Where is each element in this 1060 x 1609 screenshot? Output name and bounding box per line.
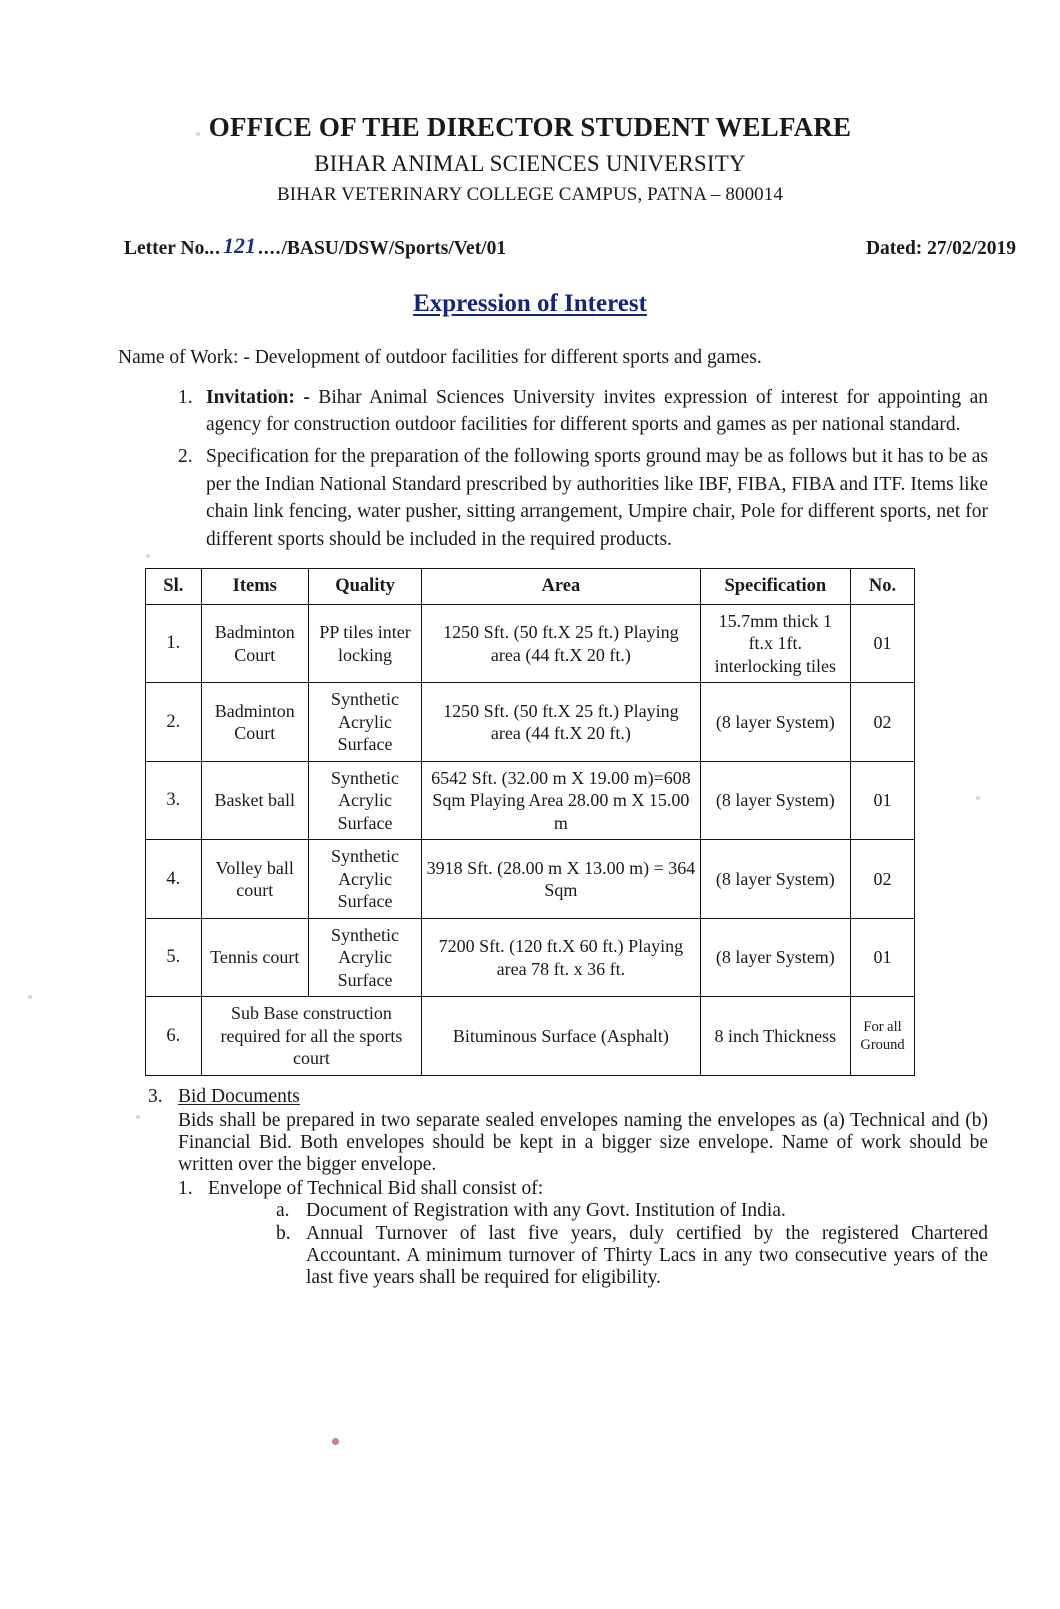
cell-area: Bituminous Surface (Asphalt)	[422, 997, 700, 1076]
cell-no: 02	[851, 840, 915, 919]
bid-sub-number: 1.	[178, 1177, 193, 1199]
letter-date: Dated: 27/02/2019	[865, 238, 1016, 259]
clause-lead: Invitation: -	[206, 386, 310, 408]
bid-section-title: Bid Documents	[178, 1085, 300, 1107]
table-row	[146, 918, 915, 997]
cell-no: 01	[851, 918, 915, 997]
bid-detail-item	[208, 1200, 988, 1222]
bid-detail-number: b.	[276, 1222, 291, 1244]
bid-detail-number: a.	[276, 1199, 290, 1221]
cell-items: Badminton Court	[201, 683, 308, 762]
cell-items-merged: Sub Base construction required for all the sports court	[201, 997, 422, 1076]
table-header-row	[146, 568, 915, 604]
cell-items: Tennis court	[201, 918, 308, 997]
university-name: BIHAR ANIMAL SCIENCES UNIVERSITY	[314, 151, 746, 176]
column-header-no: No.	[851, 568, 915, 604]
table-row	[146, 761, 915, 840]
letter-no-handwritten: 121	[222, 233, 256, 258]
clause-text: Bihar Animal Sciences University invites expression of interest for appointing an agency for construction outdoor facilities for different sports and games as per national standard.	[206, 386, 988, 436]
cell-sl: 1.	[146, 604, 202, 683]
cell-specification: (8 layer System)	[700, 840, 851, 919]
letter-reference-code: /BASU/DSW/Sports/Vet/01	[281, 238, 507, 259]
bid-sub-text: Envelope of Technical Bid shall consist of:	[208, 1177, 544, 1199]
cell-specification: 8 inch Thickness	[700, 997, 851, 1076]
campus-address: BIHAR VETERINARY COLLEGE CAMPUS, PATNA – 800014	[277, 184, 783, 205]
name-of-work: Name of Work: - Development of outdoor facilities for different sports and games.	[118, 347, 762, 368]
cell-sl: 5.	[146, 918, 202, 997]
bid-detail-text: Annual Turnover of last five years, duly certified by the registered Chartered Accountant. A minimum turnover of Thirty Lacs in any two consecutive years of the last five years shall be required for eligibility.	[306, 1222, 988, 1288]
bid-sub-item	[178, 1178, 988, 1289]
cell-area: 7200 Sft. (120 ft.X 60 ft.) Playing area 78 ft. x 36 ft.	[422, 918, 700, 997]
cell-quality: Synthetic Acrylic Surface	[308, 840, 421, 919]
clause-number: 1.	[178, 386, 193, 408]
office-title: OFFICE OF THE DIRECTOR STUDENT WELFARE	[208, 112, 852, 142]
cell-no: 02	[851, 683, 915, 762]
cell-area: 1250 Sft. (50 ft.X 25 ft.) Playing area (44 ft.X 20 ft.)	[422, 683, 700, 762]
letter-no-dots-after: ....	[257, 238, 282, 259]
cell-sl: 2.	[146, 683, 202, 762]
document-page	[0, 112, 1060, 1609]
cell-area: 6542 Sft. (32.00 m X 19.00 m)=608 Sqm Playing Area 28.00 m X 15.00 m	[422, 761, 700, 840]
table-row	[146, 997, 915, 1076]
column-header-items: Items	[201, 568, 308, 604]
cell-no: 01	[851, 761, 915, 840]
cell-no: For all Ground	[851, 997, 915, 1076]
document-title-wrap	[0, 290, 1060, 318]
letter-reference-row	[0, 234, 1060, 260]
clause-number: 2.	[178, 446, 193, 468]
cell-quality: PP tiles inter locking	[308, 604, 421, 683]
cell-specification: 15.7mm thick 1 ft.x 1ft. interlocking tiles	[700, 604, 851, 683]
column-header-quality: Quality	[308, 568, 421, 604]
page-title: Expression of Interest	[413, 290, 647, 317]
cell-quality: Synthetic Acrylic Surface	[308, 683, 421, 762]
clause-text: Specification for the preparation of the following sports ground may be as follows but it has to be as per the Indian National Standard prescribed by authorities like IBF, FIBA, FIBA and ITF. Items like chain link fencing, water pusher, sitting arrangement, Umpire chair, Pole for different sports, net for different sports should be included in the required products.	[206, 446, 988, 551]
bid-documents-section	[0, 1086, 1060, 1289]
cell-sl: 3.	[146, 761, 202, 840]
cell-items: Basket ball	[201, 761, 308, 840]
cell-no: 01	[851, 604, 915, 683]
scan-speck	[196, 132, 200, 136]
bid-detail-text: Document of Registration with any Govt. Institution of India.	[306, 1199, 786, 1221]
table-row	[146, 683, 915, 762]
cell-specification: (8 layer System)	[700, 683, 851, 762]
cell-area: 1250 Sft. (50 ft.X 25 ft.) Playing area (44 ft.X 20 ft.)	[422, 604, 700, 683]
bid-section-number: 3.	[148, 1085, 163, 1107]
cell-specification: (8 layer System)	[700, 918, 851, 997]
cell-sl: 4.	[146, 840, 202, 919]
column-header-sl: Sl.	[146, 568, 202, 604]
letter-no-dots-before: ..	[209, 238, 221, 259]
cell-area: 3918 Sft. (28.00 m X 13.00 m) = 364 Sqm	[422, 840, 700, 919]
table-row	[146, 604, 915, 683]
bid-sub-list	[178, 1178, 988, 1289]
column-header-area: Area	[422, 568, 700, 604]
bid-section-paragraph: Bids shall be prepared in two separate sealed envelopes naming the envelopes as (a) Technical and (b) Financial Bid. Both envelopes should be kept in a bigger size envelope. Name of work should be written over the bigger envelope.	[178, 1109, 988, 1175]
cell-quality: Synthetic Acrylic Surface	[308, 761, 421, 840]
clause-list	[0, 384, 1060, 554]
cell-items: Badminton Court	[201, 604, 308, 683]
specification-table	[145, 568, 915, 1076]
column-header-specification: Specification	[700, 568, 851, 604]
table-row	[146, 840, 915, 919]
bid-detail-item	[208, 1223, 988, 1289]
clause-item	[0, 384, 1060, 439]
clause-item	[0, 443, 1060, 554]
letter-no-label: Letter No.	[124, 238, 210, 259]
scan-speck	[976, 796, 980, 800]
document-header	[0, 112, 1060, 206]
cell-quality: Synthetic Acrylic Surface	[308, 918, 421, 997]
scan-speck	[146, 554, 150, 558]
ink-mark	[332, 1438, 339, 1445]
bid-detail-list	[208, 1200, 988, 1289]
cell-items: Volley ball court	[201, 840, 308, 919]
cell-sl: 6.	[146, 997, 202, 1076]
scan-speck	[28, 995, 32, 999]
cell-specification: (8 layer System)	[700, 761, 851, 840]
